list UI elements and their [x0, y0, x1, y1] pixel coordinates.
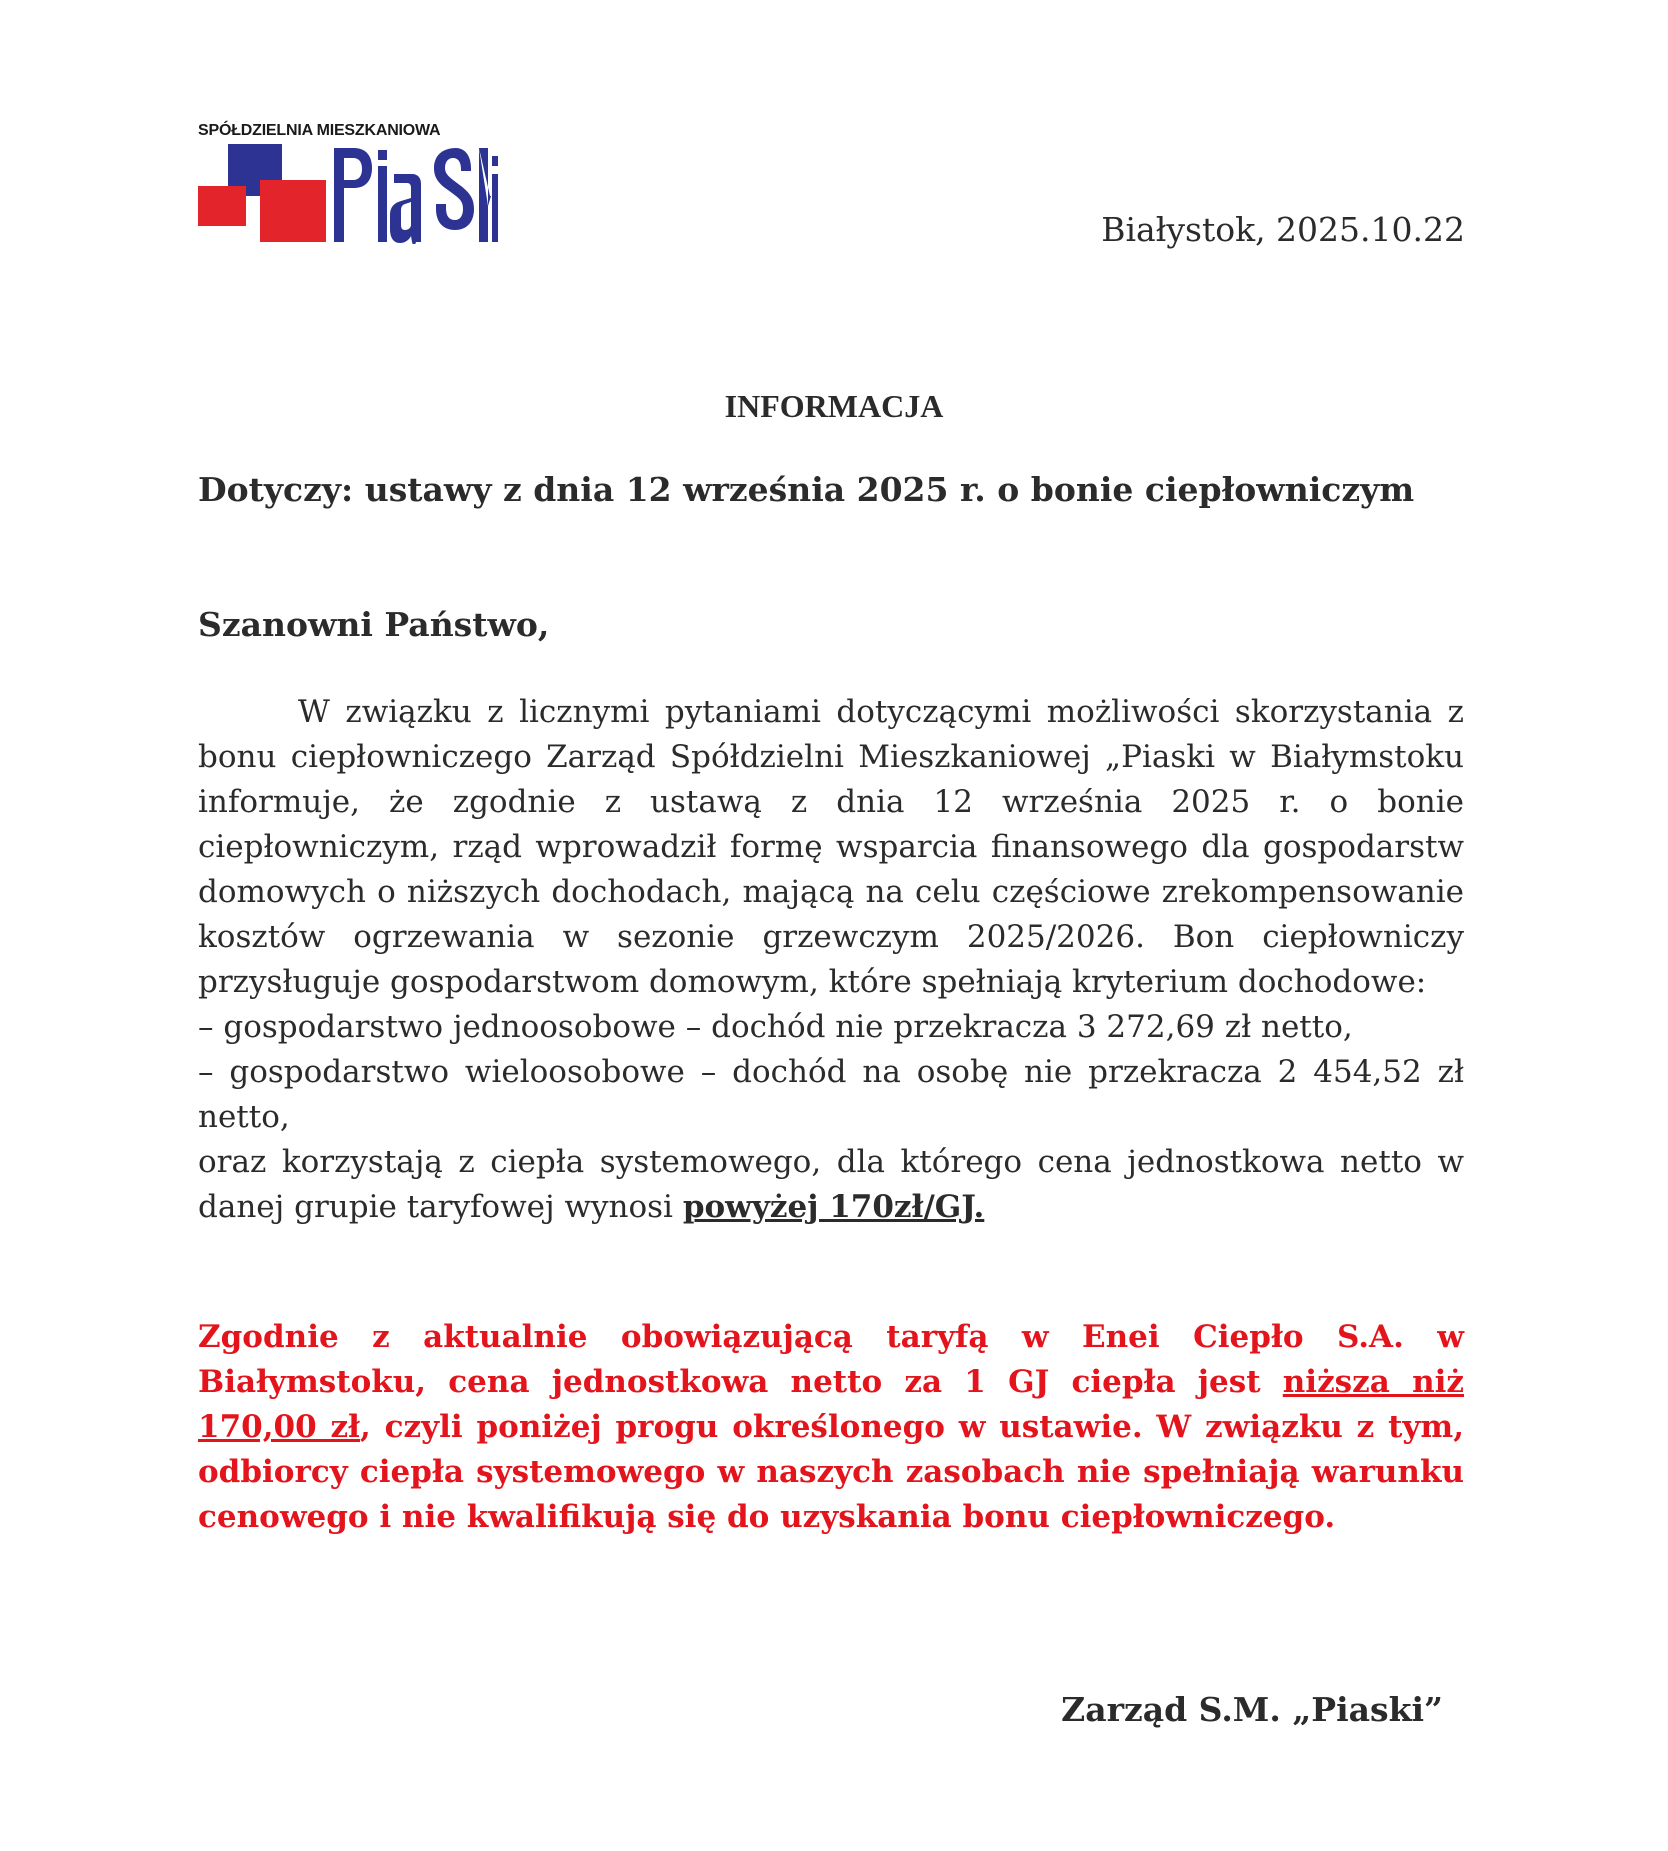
- document-subject: Dotyczy: ustawy z dnia 12 września 2025 r. o bonie ciepłowniczym: [198, 470, 1415, 509]
- logo-red-square-left: [198, 186, 246, 226]
- logo-caption: SPÓŁDZIELNIA MIESZKANIOWA: [198, 122, 441, 139]
- paragraph-intro: W związku z licznymi pytaniami dotyczącymi możliwości skorzystania z bonu ciepłowniczego Zarząd Spółdzielni Mieszkaniowej „Piaski w Białymstoku informuje, że zgodnie z ustawą z dnia 12 września 2025 r. o bonie ciepłowniczym, rząd wprowadził formę wsparcia finansowego dla gospodarstw domowych o niższych dochodach, mającą na celu częściowe zrekompensowanie kosztów ogrzewania w sezonie grzewczym 2025/2026. Bon ciepłowniczy przysługuje gospodarstwom domowym, które spełniają kryterium dochodowe:: [198, 694, 1464, 1000]
- logo-mark: [198, 144, 498, 244]
- criterion-single-person: – gospodarstwo jednoosobowe – dochód nie przekracza 3 272,69 zł netto,: [198, 1009, 1353, 1045]
- body-text: [198, 690, 1464, 1230]
- tariff-notice: [198, 1315, 1464, 1540]
- document-date: Białystok, 2025.10.22: [1101, 210, 1465, 249]
- notice-price-underlined: niższa niż 170,00 zł: [198, 1364, 1464, 1445]
- cooperative-logo: [198, 118, 498, 248]
- greeting: Szanowni Państwo,: [198, 605, 550, 644]
- notice-text-part1: Zgodnie z aktualnie obowiązującą taryfą w Enei Ciepło S.A. w Białymstoku, cena jednostkowa netto za 1 GJ ciepła jest: [198, 1319, 1464, 1400]
- notice-text-part2: , czyli poniżej progu określonego w ustawie. W związku z tym, odbiorcy ciepła systemowego w naszych zasobach nie spełniają warunku cenowego i nie kwalifikują się do uzyskania bonu ciepłowniczego.: [198, 1409, 1464, 1535]
- paragraph-conditions: [198, 1140, 1464, 1230]
- signature: Zarząd S.M. „Piaski”: [1061, 1690, 1443, 1729]
- logo-wordmark: [334, 148, 498, 244]
- conditions-text: oraz korzystają z ciepła systemowego, dla którego cena jednostkowa netto w danej grupie taryfowej wynosi: [198, 1144, 1464, 1225]
- criterion-multi-person: – gospodarstwo wieloosobowe – dochód na osobę nie przekracza 2 454,52 zł netto,: [198, 1054, 1464, 1135]
- document-title: INFORMACJA: [724, 388, 944, 424]
- logo-red-square-right: [260, 180, 326, 242]
- price-threshold: powyżej 170zł/GJ.: [682, 1189, 985, 1225]
